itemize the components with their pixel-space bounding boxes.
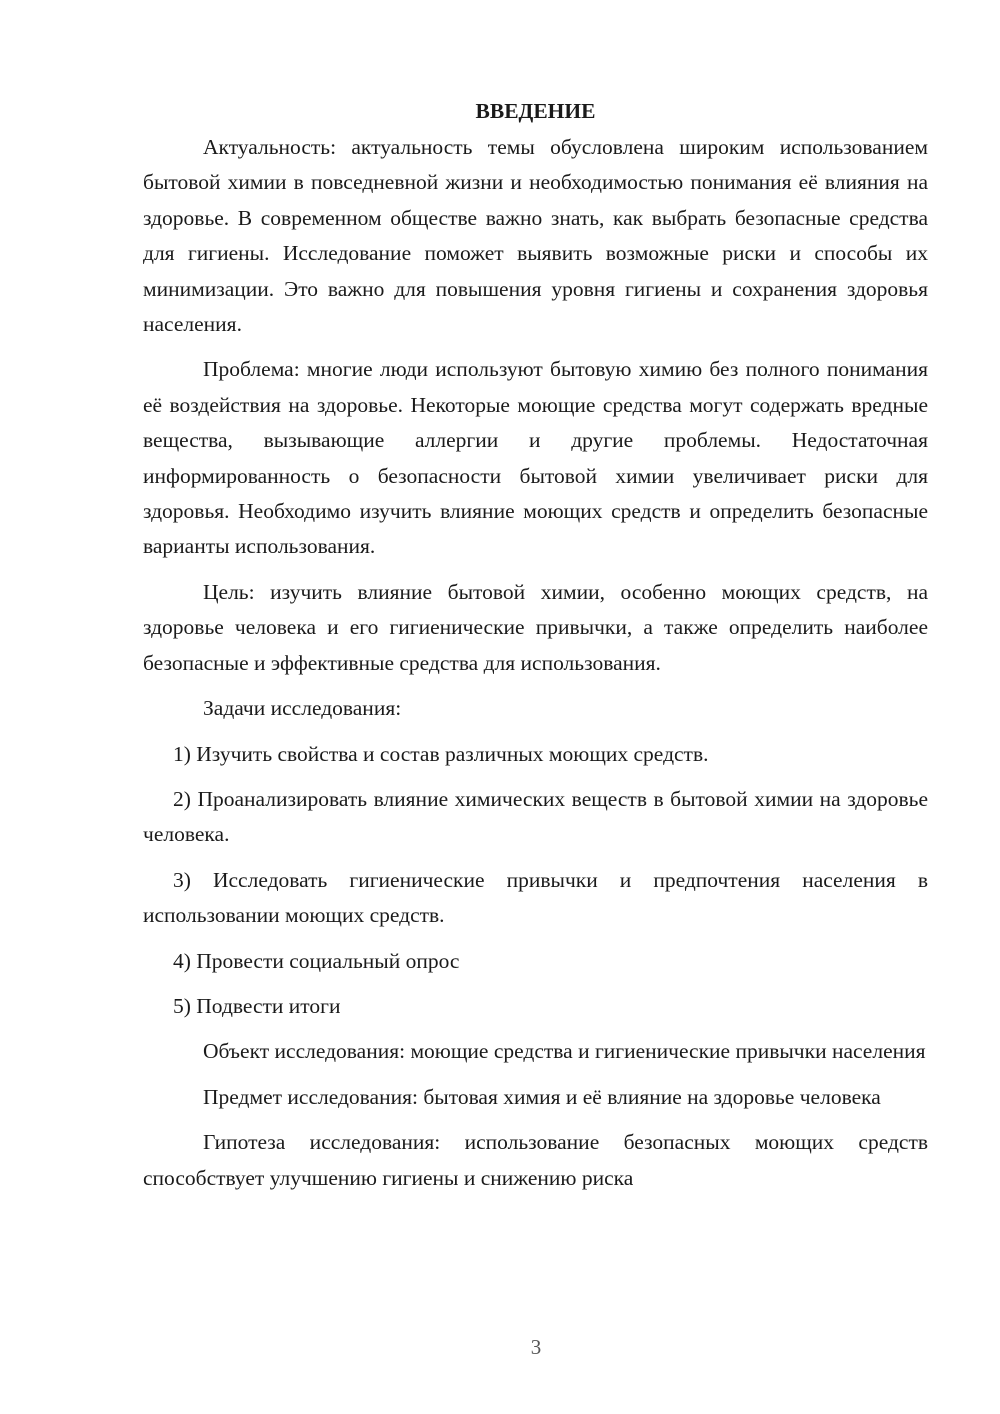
subject-paragraph: Предмет исследования: бытовая химия и её влияние на здоровье человека xyxy=(203,1084,881,1109)
document-body xyxy=(143,96,928,1196)
hypothesis-paragraph: Гипотеза исследования: использование безопасных моющих средств способствует улучшению гигиены и снижению риска xyxy=(143,1130,928,1190)
task-item: 2) Проанализировать влияние химических веществ в бытовой химии на здоровье человека. xyxy=(143,786,928,847)
task-item: 5) Подвести итоги xyxy=(173,993,341,1018)
object-paragraph: Объект исследования: моющие средства и гигиенические привычки населения xyxy=(203,1039,926,1064)
task-item: 3) Исследовать гигиенические привычки и предпочтения населения в использовании моющих средств. xyxy=(143,867,928,928)
problem-paragraph: Проблема: многие люди используют бытовую химию без полного понимания её воздействия на здоровье. Некоторые моющие средства могут содержать вредные вещества, вызывающие аллергии и другие проблемы. Недостаточная информированность о безопасности бытовой химии увеличивает риски для здоровья. Необходимо изучить влияние моющих средств и определить безопасные варианты использования. xyxy=(143,357,928,559)
task-item: 1) Изучить свойства и состав различных моющих средств. xyxy=(173,741,709,766)
goal-paragraph: Цель: изучить влияние бытовой химии, особенно моющих средств, на здоровье человека и его гигиенические привычки, а также определить наиболее безопасные и эффективные средства для использования. xyxy=(143,579,928,675)
relevance-paragraph: Актуальность: актуальность темы обусловлена широким использованием бытовой химии в повседневной жизни и необходимостью понимания её влияния на здоровье. В современном обществе важно знать, как выбрать безопасные средства для гигиены. Исследование поможет выявить возможные риски и способы их минимизации. Это важно для повышения уровня гигиены и сохранения здоровья населения. xyxy=(143,135,928,337)
tasks-heading: Задачи исследования: xyxy=(203,696,402,721)
task-item: 4) Провести социальный опрос xyxy=(173,948,460,973)
page-number: 3 xyxy=(530,1335,542,1359)
section-title: ВВЕДЕНИЕ xyxy=(475,99,596,123)
